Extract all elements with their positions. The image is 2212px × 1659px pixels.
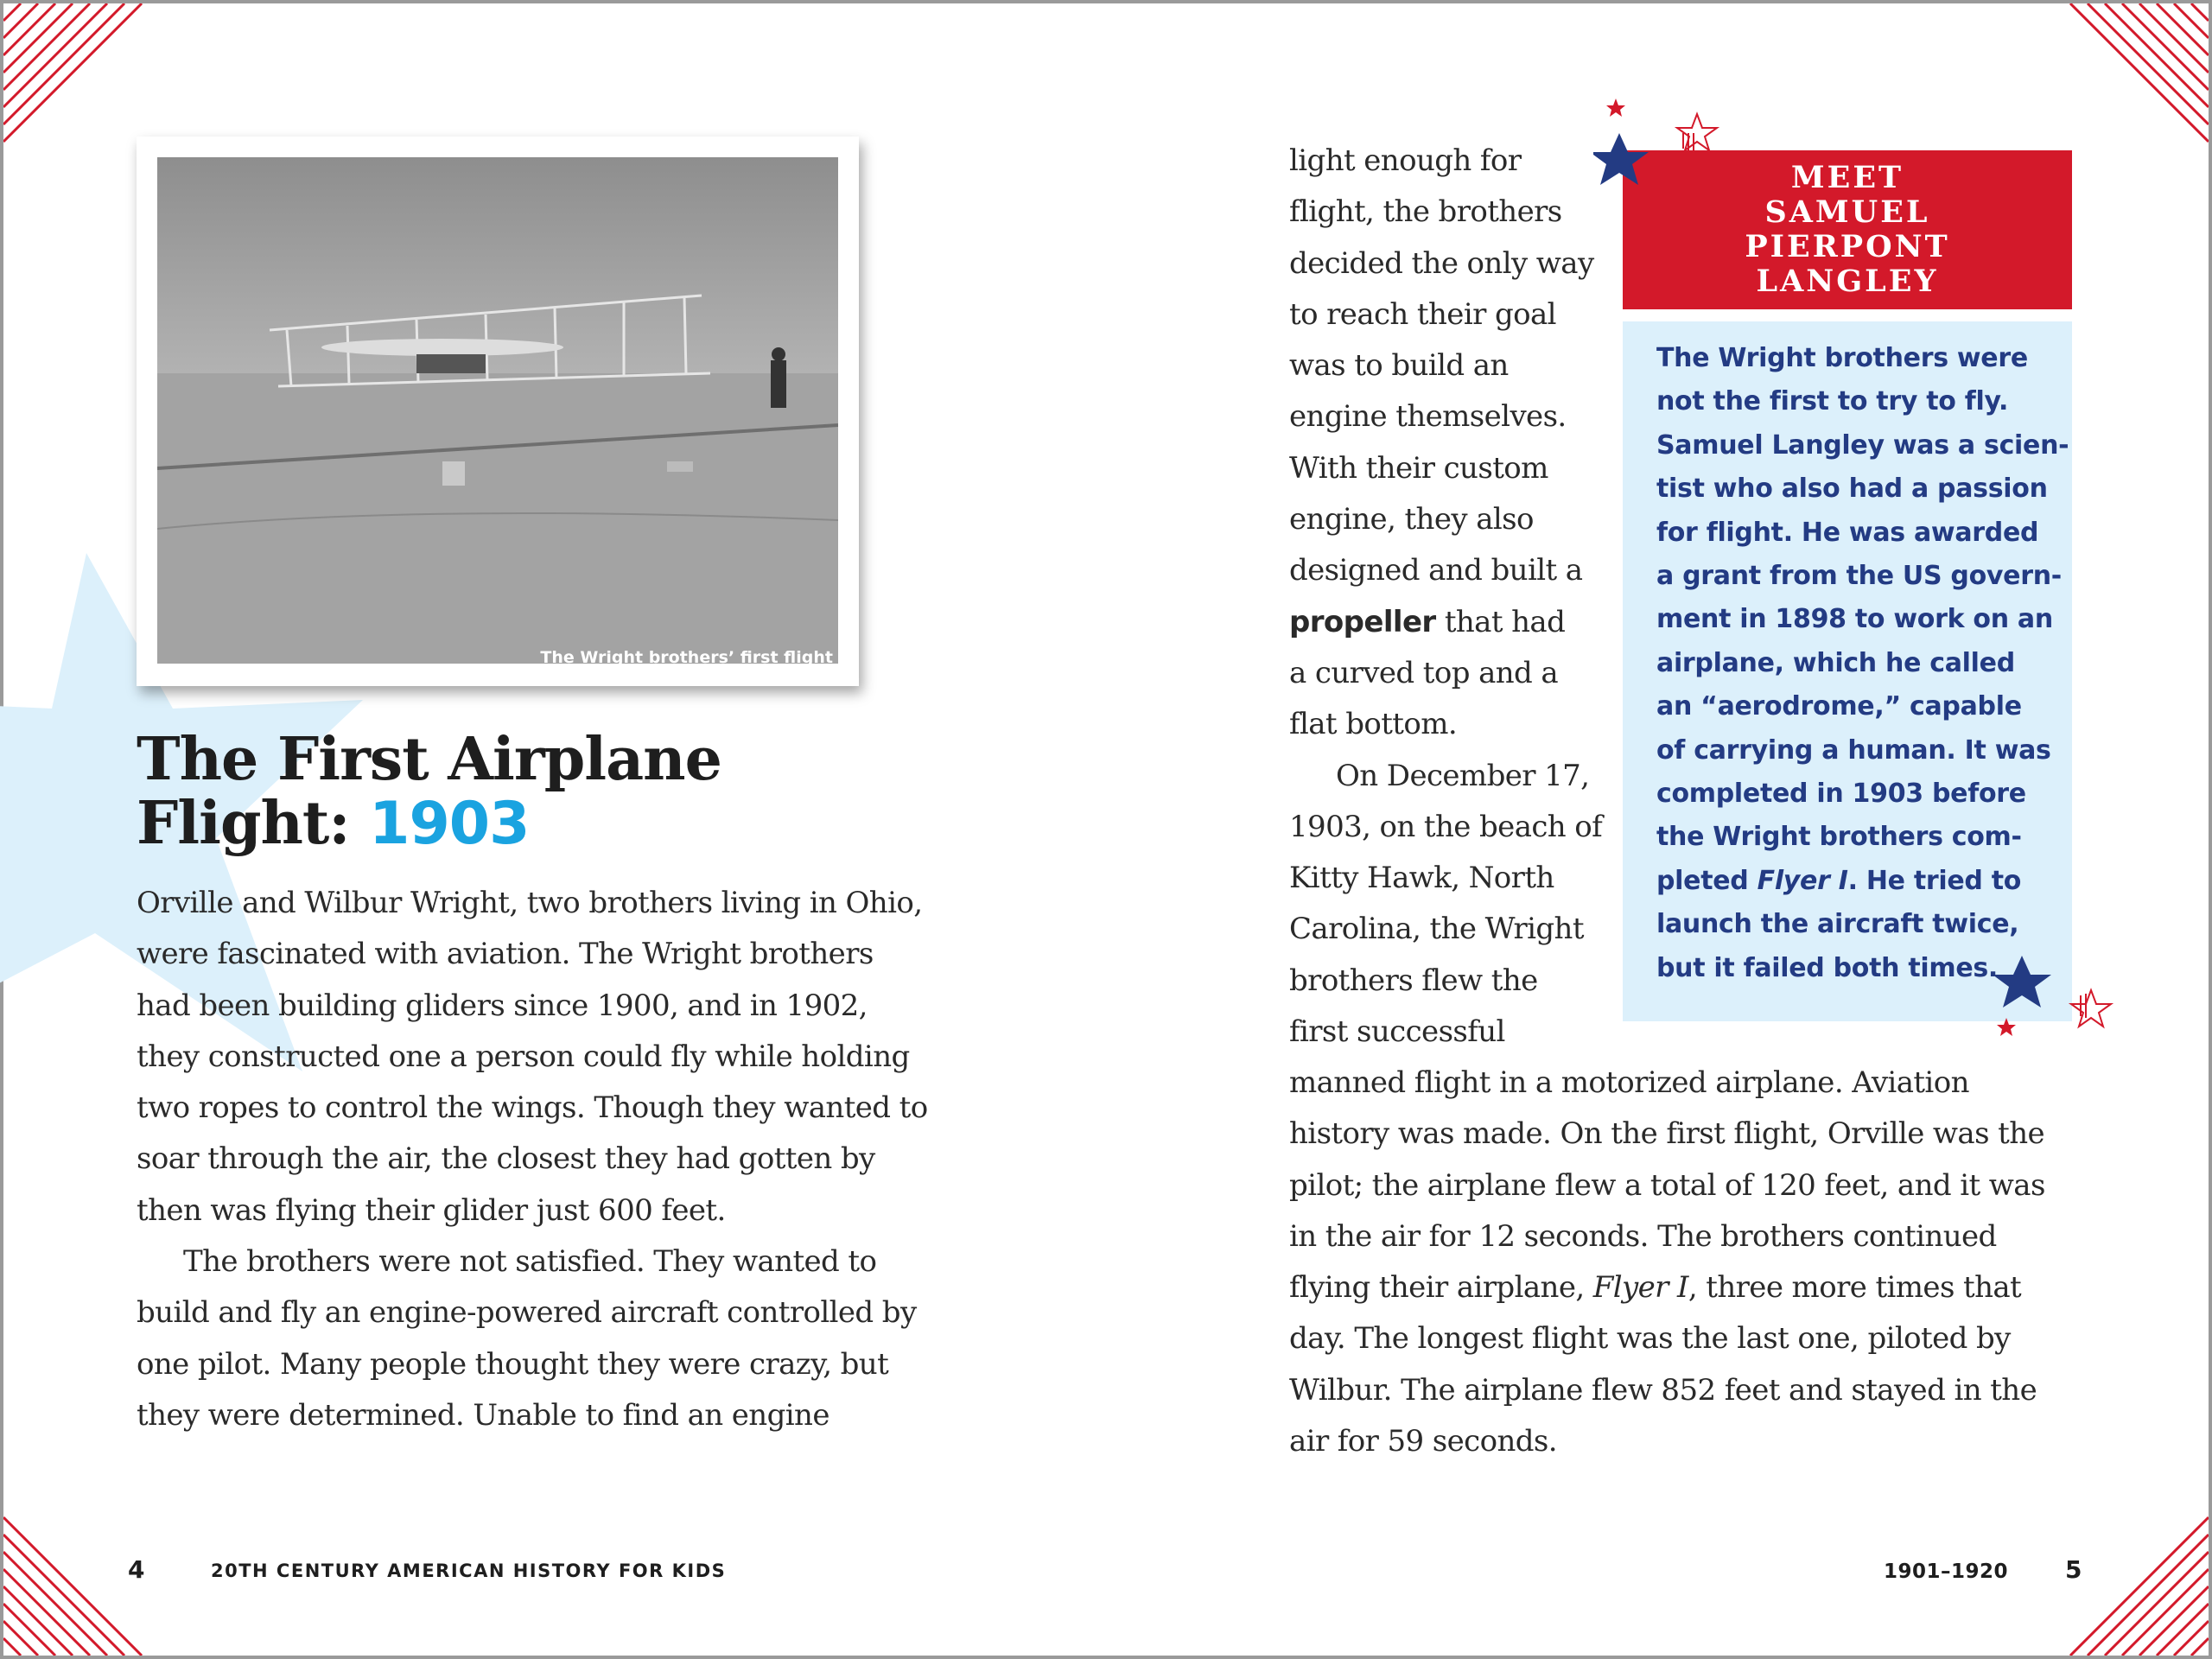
sidebar-flyer-name: Flyer I <box>1757 865 1848 896</box>
text-line: Kitty Hawk, North <box>1289 861 1554 896</box>
sidebar-line: of carrying a human. It was <box>1656 734 2051 766</box>
sidebar-line: not the first to try to fly. <box>1656 386 2009 417</box>
text-line: Wilbur. The airplane flew 852 feet and stayed in the <box>1289 1372 2037 1408</box>
sidebar-line: a grant from the US govern- <box>1656 561 2062 592</box>
sidebar-text <box>1656 337 2069 990</box>
sidebar-heading-line: PIERPONT <box>1745 229 1950 264</box>
text-fragment: flying their airplane, <box>1289 1270 1593 1306</box>
text-line <box>1289 597 1618 648</box>
sidebar-line: airplane, which he called <box>1656 647 2015 678</box>
running-footer-years: 1901–1920 <box>1884 1560 2009 1583</box>
sidebar-line <box>1656 860 2054 903</box>
text-line: brothers flew the <box>1289 963 1538 998</box>
corner-stripes-top-right <box>2062 3 2209 150</box>
text-line: engine themselves. <box>1289 399 1567 435</box>
text-line: first successful <box>1289 1014 1505 1050</box>
left-page-number: 4 <box>128 1555 145 1584</box>
text-line: On December 17, <box>1336 758 1590 793</box>
corner-stripes-bottom-right <box>2062 1509 2209 1656</box>
title-year: 1903 <box>369 790 530 858</box>
text-line: history was made. On the first flight, Orville was the <box>1289 1116 2045 1152</box>
text-line: pilot; the airplane flew a total of 120 feet, and it was <box>1289 1167 2045 1203</box>
keyword-propeller: propeller <box>1289 604 1436 639</box>
sidebar-line: for flight. He was awarded <box>1656 517 2039 548</box>
text-line: to reach their goal <box>1289 296 1556 332</box>
text-line <box>1289 1262 2067 1313</box>
title-text: The First Airplane Flight: <box>137 725 721 858</box>
text-fragment: , three more times that <box>1688 1270 2022 1306</box>
right-column-wide <box>1289 1058 2067 1467</box>
text-fragment: . He tried to <box>1847 865 2022 896</box>
text-line: was to build an <box>1289 348 1509 384</box>
sidebar-line: The Wright brothers were <box>1656 343 2028 373</box>
photo-card <box>137 137 859 686</box>
sidebar-line: the Wright brothers com- <box>1656 822 2022 853</box>
text-line: flight, the brothers <box>1289 194 1562 230</box>
sidebar-heading-line: SAMUEL <box>1764 194 1930 230</box>
text-fragment: that had <box>1435 604 1566 639</box>
page-title <box>137 725 914 858</box>
sidebar-line: but it failed both times. <box>1656 952 1999 983</box>
text-line: light enough for <box>1289 143 1522 178</box>
text-line: air for 59 seconds. <box>1289 1424 1557 1459</box>
text-line: designed and built a <box>1289 553 1583 588</box>
text-fragment: pleted <box>1656 865 1758 896</box>
sidebar-line: an “aerodrome,” capable <box>1656 691 2022 722</box>
text-line: decided the only way <box>1289 245 1594 281</box>
decorative-stars-icon <box>1987 956 2117 1042</box>
text-line: 1903, on the beach of <box>1289 809 1603 844</box>
text-line: Carolina, the Wright <box>1289 912 1584 947</box>
photo-caption: The Wright brothers’ first flight <box>540 648 833 667</box>
decorative-stars-icon <box>1593 99 1723 194</box>
text-line: day. The longest flight was the last one, piloted by <box>1289 1321 2011 1357</box>
text-line: engine, they also <box>1289 502 1534 537</box>
sidebar-line: completed in 1903 before <box>1656 779 2026 810</box>
left-paragraph-2: The brothers were not satisfied. They wanted to build and fly an engine-powered aircraft controlled by one pilot. Many people thought they were crazy, but they were determined. Unable to find an engine <box>137 1244 917 1433</box>
sidebar-line: launch the aircraft twice, <box>1656 909 2019 940</box>
text-line: With their custom <box>1289 450 1548 486</box>
wright-flight-photo <box>157 157 838 664</box>
sidebar-line: Samuel Langley was a scien- <box>1656 429 2069 461</box>
text-line: flat bottom. <box>1289 707 1458 742</box>
text-line: a curved top and a <box>1289 655 1559 690</box>
right-page-number: 5 <box>2065 1555 2082 1584</box>
corner-stripes-top-left <box>3 3 150 150</box>
left-paragraph-1: Orville and Wilbur Wright, two brothers living in Ohio, were fascinated with aviation. The Wright brothers had been building gliders since 1900, and in 1902, they constructed one a person could fly while holding two ropes to control the wings. Though they wanted to soar through the air, the closest they had gotten by then was flying their glider just 600 feet. <box>137 886 928 1228</box>
flyer-name: Flyer I <box>1592 1270 1688 1306</box>
running-footer-title: 20TH CENTURY AMERICAN HISTORY FOR KIDS <box>211 1560 727 1581</box>
text-line: in the air for 12 seconds. The brothers continued <box>1289 1218 1997 1254</box>
right-column-narrow <box>1289 136 1618 1058</box>
sidebar-heading-line: LANGLEY <box>1756 264 1939 299</box>
sidebar-line: ment in 1898 to work on an <box>1656 604 2053 635</box>
sidebar-heading-line: MEET <box>1790 160 1904 195</box>
sidebar-line: tist who also had a passion <box>1656 474 2048 505</box>
text-line: manned flight in a motorized airplane. Aviation <box>1289 1065 1969 1100</box>
